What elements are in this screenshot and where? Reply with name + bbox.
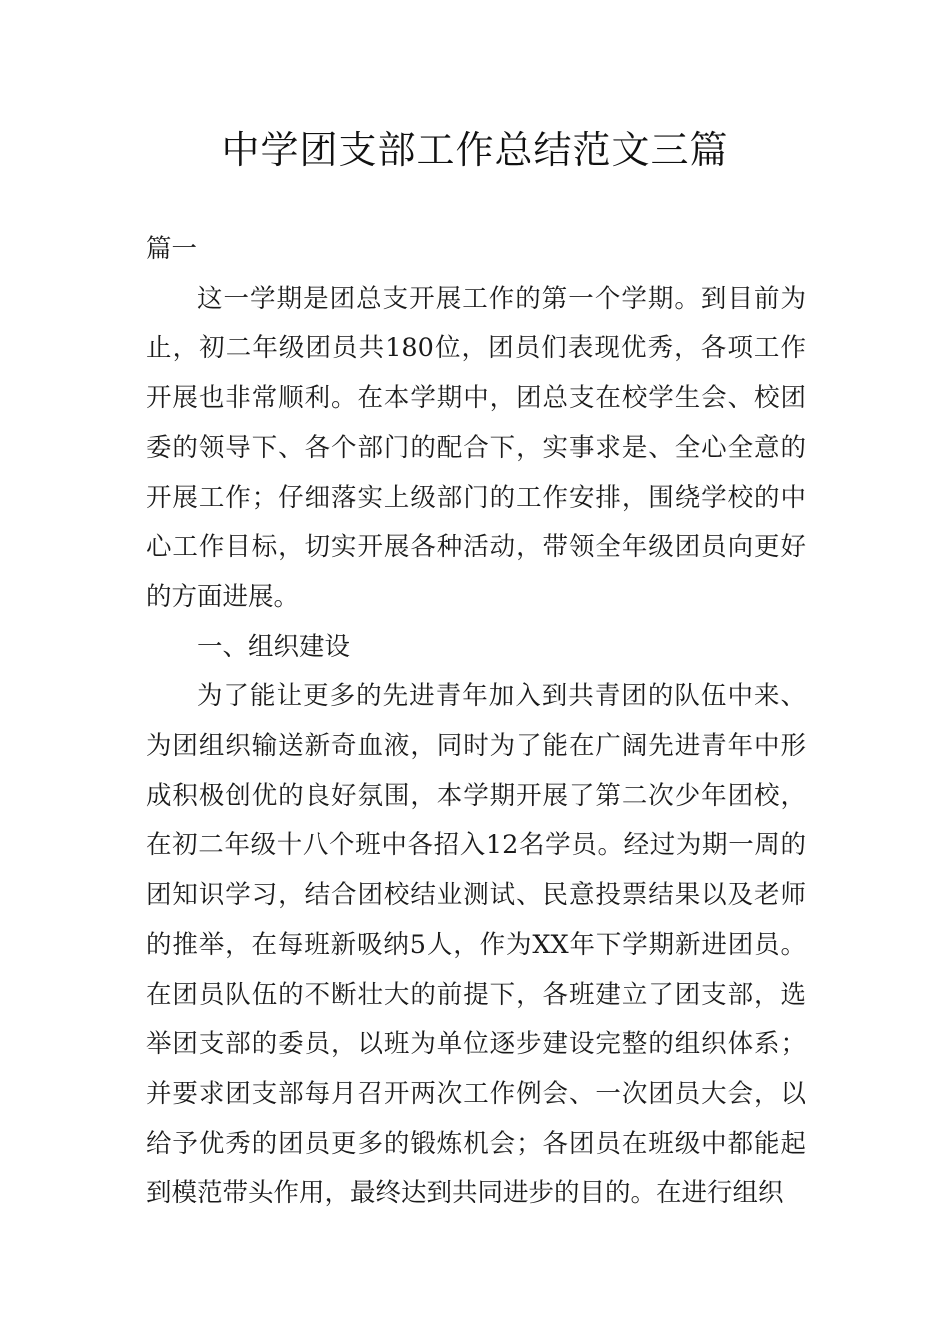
document-title: 中学团支部工作总结范文三篇 (221, 128, 729, 172)
intro-paragraph: 这一学期是团总支开展工作的第一个学期。到目前为止，初二年级团员共180位，团员们表现优秀，各项工作开展也非常顺利。在本学期中，团总支在校学生会、校团委的领导下、各个部门的配合下，实事求是、全心全意的开展工作；仔细落实上级部门的工作安排，围绕学校的中心工作目标，切实开展各种活动，带领全年级团员向更好的方面进展。 (146, 283, 806, 612)
section-heading-organization: 一、组织建设 (197, 631, 351, 662)
section-label: 篇一 (146, 234, 198, 264)
organization-paragraph: 为了能让更多的先进青年加入到共青团的队伍中来、为团组织输送新奇血液，同时为了能在广阔先进青年中形成积极创优的良好氛围，本学期开展了第二次少年团校，在初二年级十八个班中各招入12名学员。经过为期一周的团知识学习，结合团校结业测试、民意投票结果以及老师的推举，在每班新吸纳5人，作为XX年下学期新进团员。在团员队伍的不断壮大的前提下，各班建立了团支部，选举团支部的委员，以班为单位逐步建设完整的组织体系；并要求团支部每月召开两次工作例会、一次团员大会，以给予优秀的团员更多的锻炼机会；各团员在班级中都能起到模范带头作用，最终达到共同进步的目的。在进行组织 (146, 681, 806, 1209)
document-body (146, 225, 806, 1219)
